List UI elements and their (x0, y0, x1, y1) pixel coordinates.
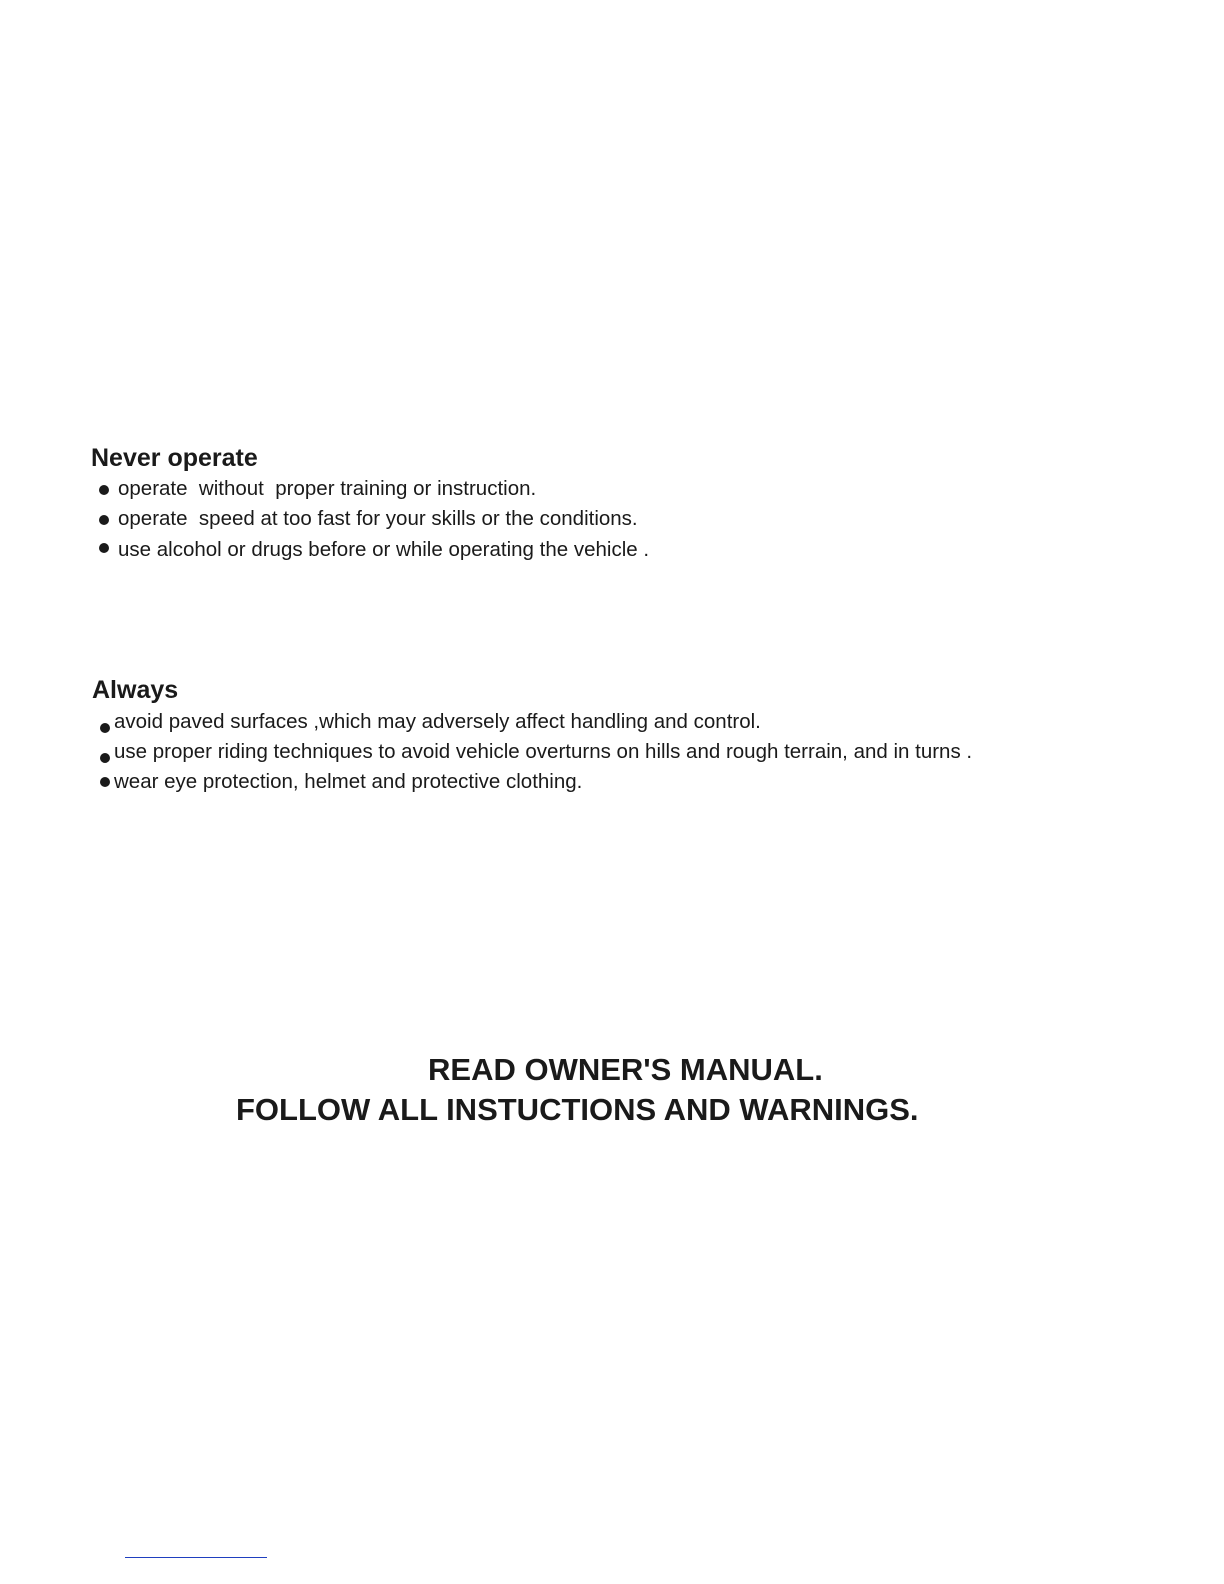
bullet-icon (100, 723, 110, 733)
list-item-text: use proper riding techniques to avoid vehicle overturns on hills and rough terrain, and in turns . (114, 740, 973, 763)
bullet-icon (100, 753, 110, 763)
notice-line-1: READ OWNER'S MANUAL. (428, 1052, 823, 1087)
list-item-text: use alcohol or drugs before or while operating the vehicle . (118, 538, 650, 561)
never-operate-heading: Never operate (91, 444, 258, 472)
bullet-icon (100, 777, 110, 787)
bullet-icon (99, 543, 109, 553)
footer-rule (125, 1557, 267, 1558)
list-item-text: avoid paved surfaces ,which may adversely affect handling and control. (114, 710, 761, 733)
always-heading: Always (92, 676, 179, 704)
bullet-icon (99, 485, 109, 495)
bullet-icon (99, 515, 109, 525)
notice-line-2: FOLLOW ALL INSTUCTIONS AND WARNINGS. (236, 1092, 919, 1127)
list-item-text: wear eye protection, helmet and protective clothing. (114, 770, 583, 793)
list-item-text: operate without proper training or instruction. (118, 477, 537, 500)
list-item-text: operate speed at too fast for your skills or the conditions. (118, 507, 638, 530)
